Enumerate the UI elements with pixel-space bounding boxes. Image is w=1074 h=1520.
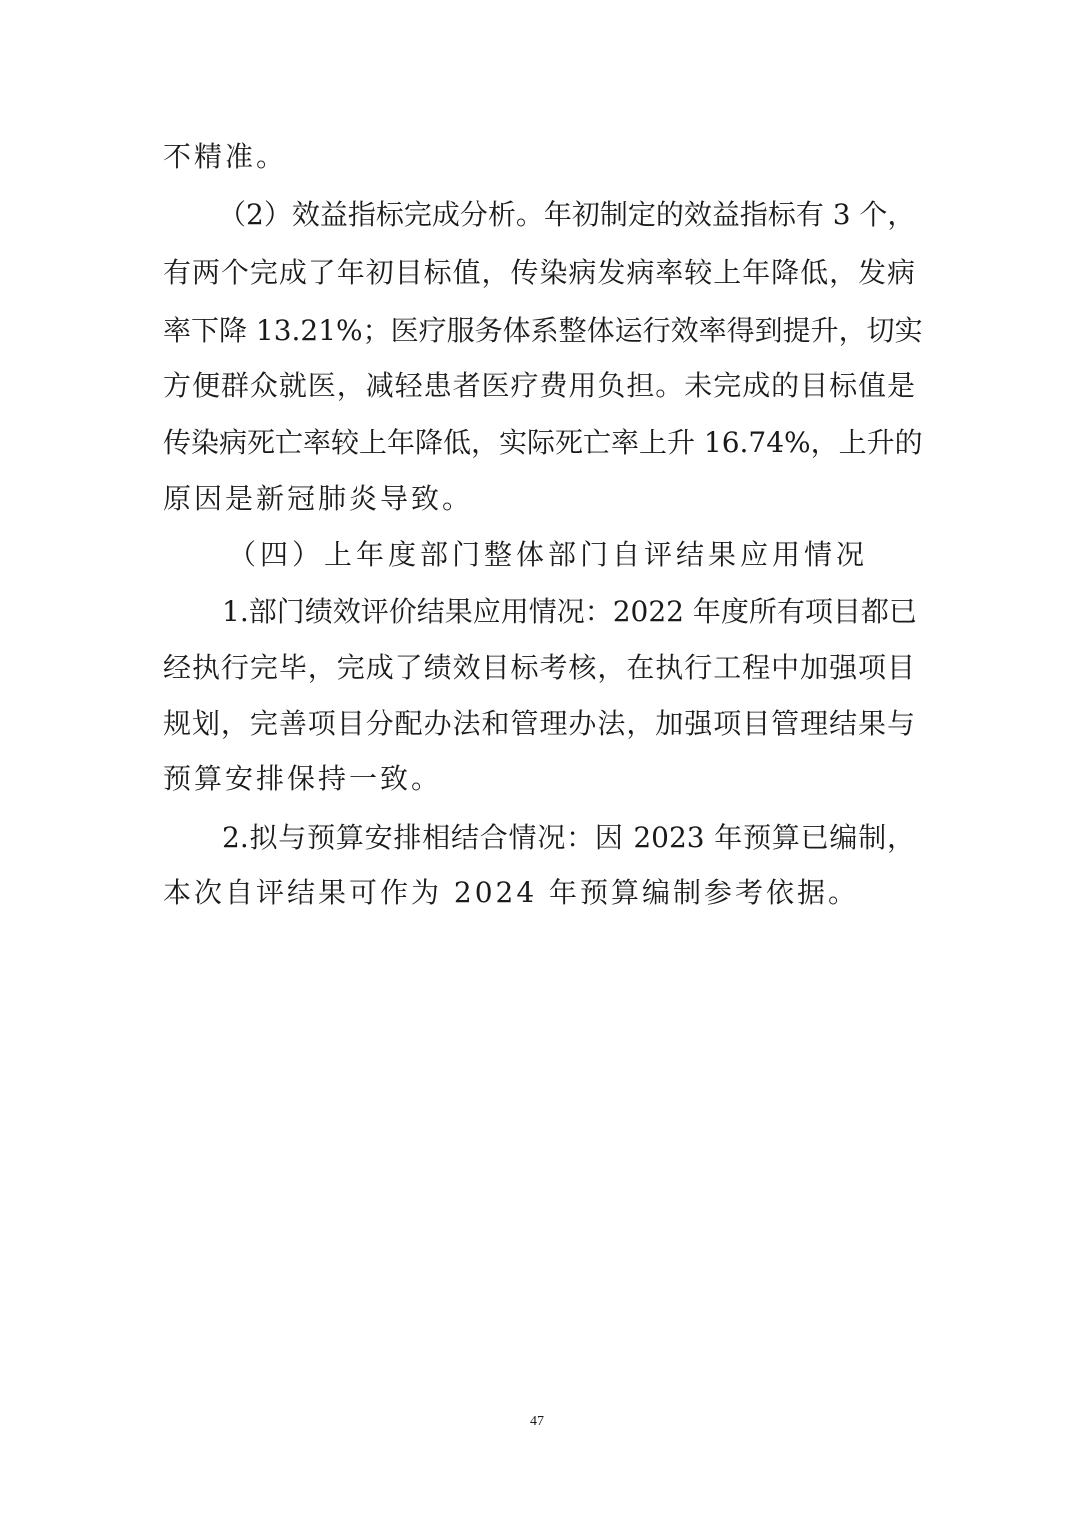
text-line: 本次自评结果可作为 2024 年预算编制参考依据。	[163, 876, 860, 909]
text-line: 有两个完成了年初目标值，传染病发病率较上年降低，发病	[163, 256, 915, 289]
text-line: 方便群众就医，减轻患者医疗费用负担。未完成的目标值是	[163, 369, 915, 402]
text-line: 1.部门绩效评价结果应用情况：2022 年度所有项目都已	[222, 595, 917, 628]
text-line: 经执行完毕，完成了绩效目标考核，在执行工程中加强项目	[163, 651, 915, 684]
text-line: 预算安排保持一致。	[163, 762, 443, 795]
section-heading: （四）上年度部门整体部门自评结果应用情况	[228, 538, 869, 571]
text-line: （2）效益指标完成分析。年初制定的效益指标有 3 个，	[218, 198, 916, 231]
text-line: 原因是新冠肺炎导致。	[163, 482, 474, 515]
page-number: 47	[530, 1414, 544, 1429]
text-line: 传染病死亡率较上年降低，实际死亡率上升 16.74%，上升的	[163, 426, 923, 459]
text-line: 规划，完善项目分配办法和管理办法，加强项目管理结果与	[163, 707, 915, 740]
text-line: 不精准。	[163, 140, 288, 173]
text-line: 2.拟与预算安排相结合情况：因 2023 年预算已编制，	[222, 821, 915, 854]
text-line: 率下降 13.21%；医疗服务体系整体运行效率得到提升，切实	[163, 314, 923, 347]
